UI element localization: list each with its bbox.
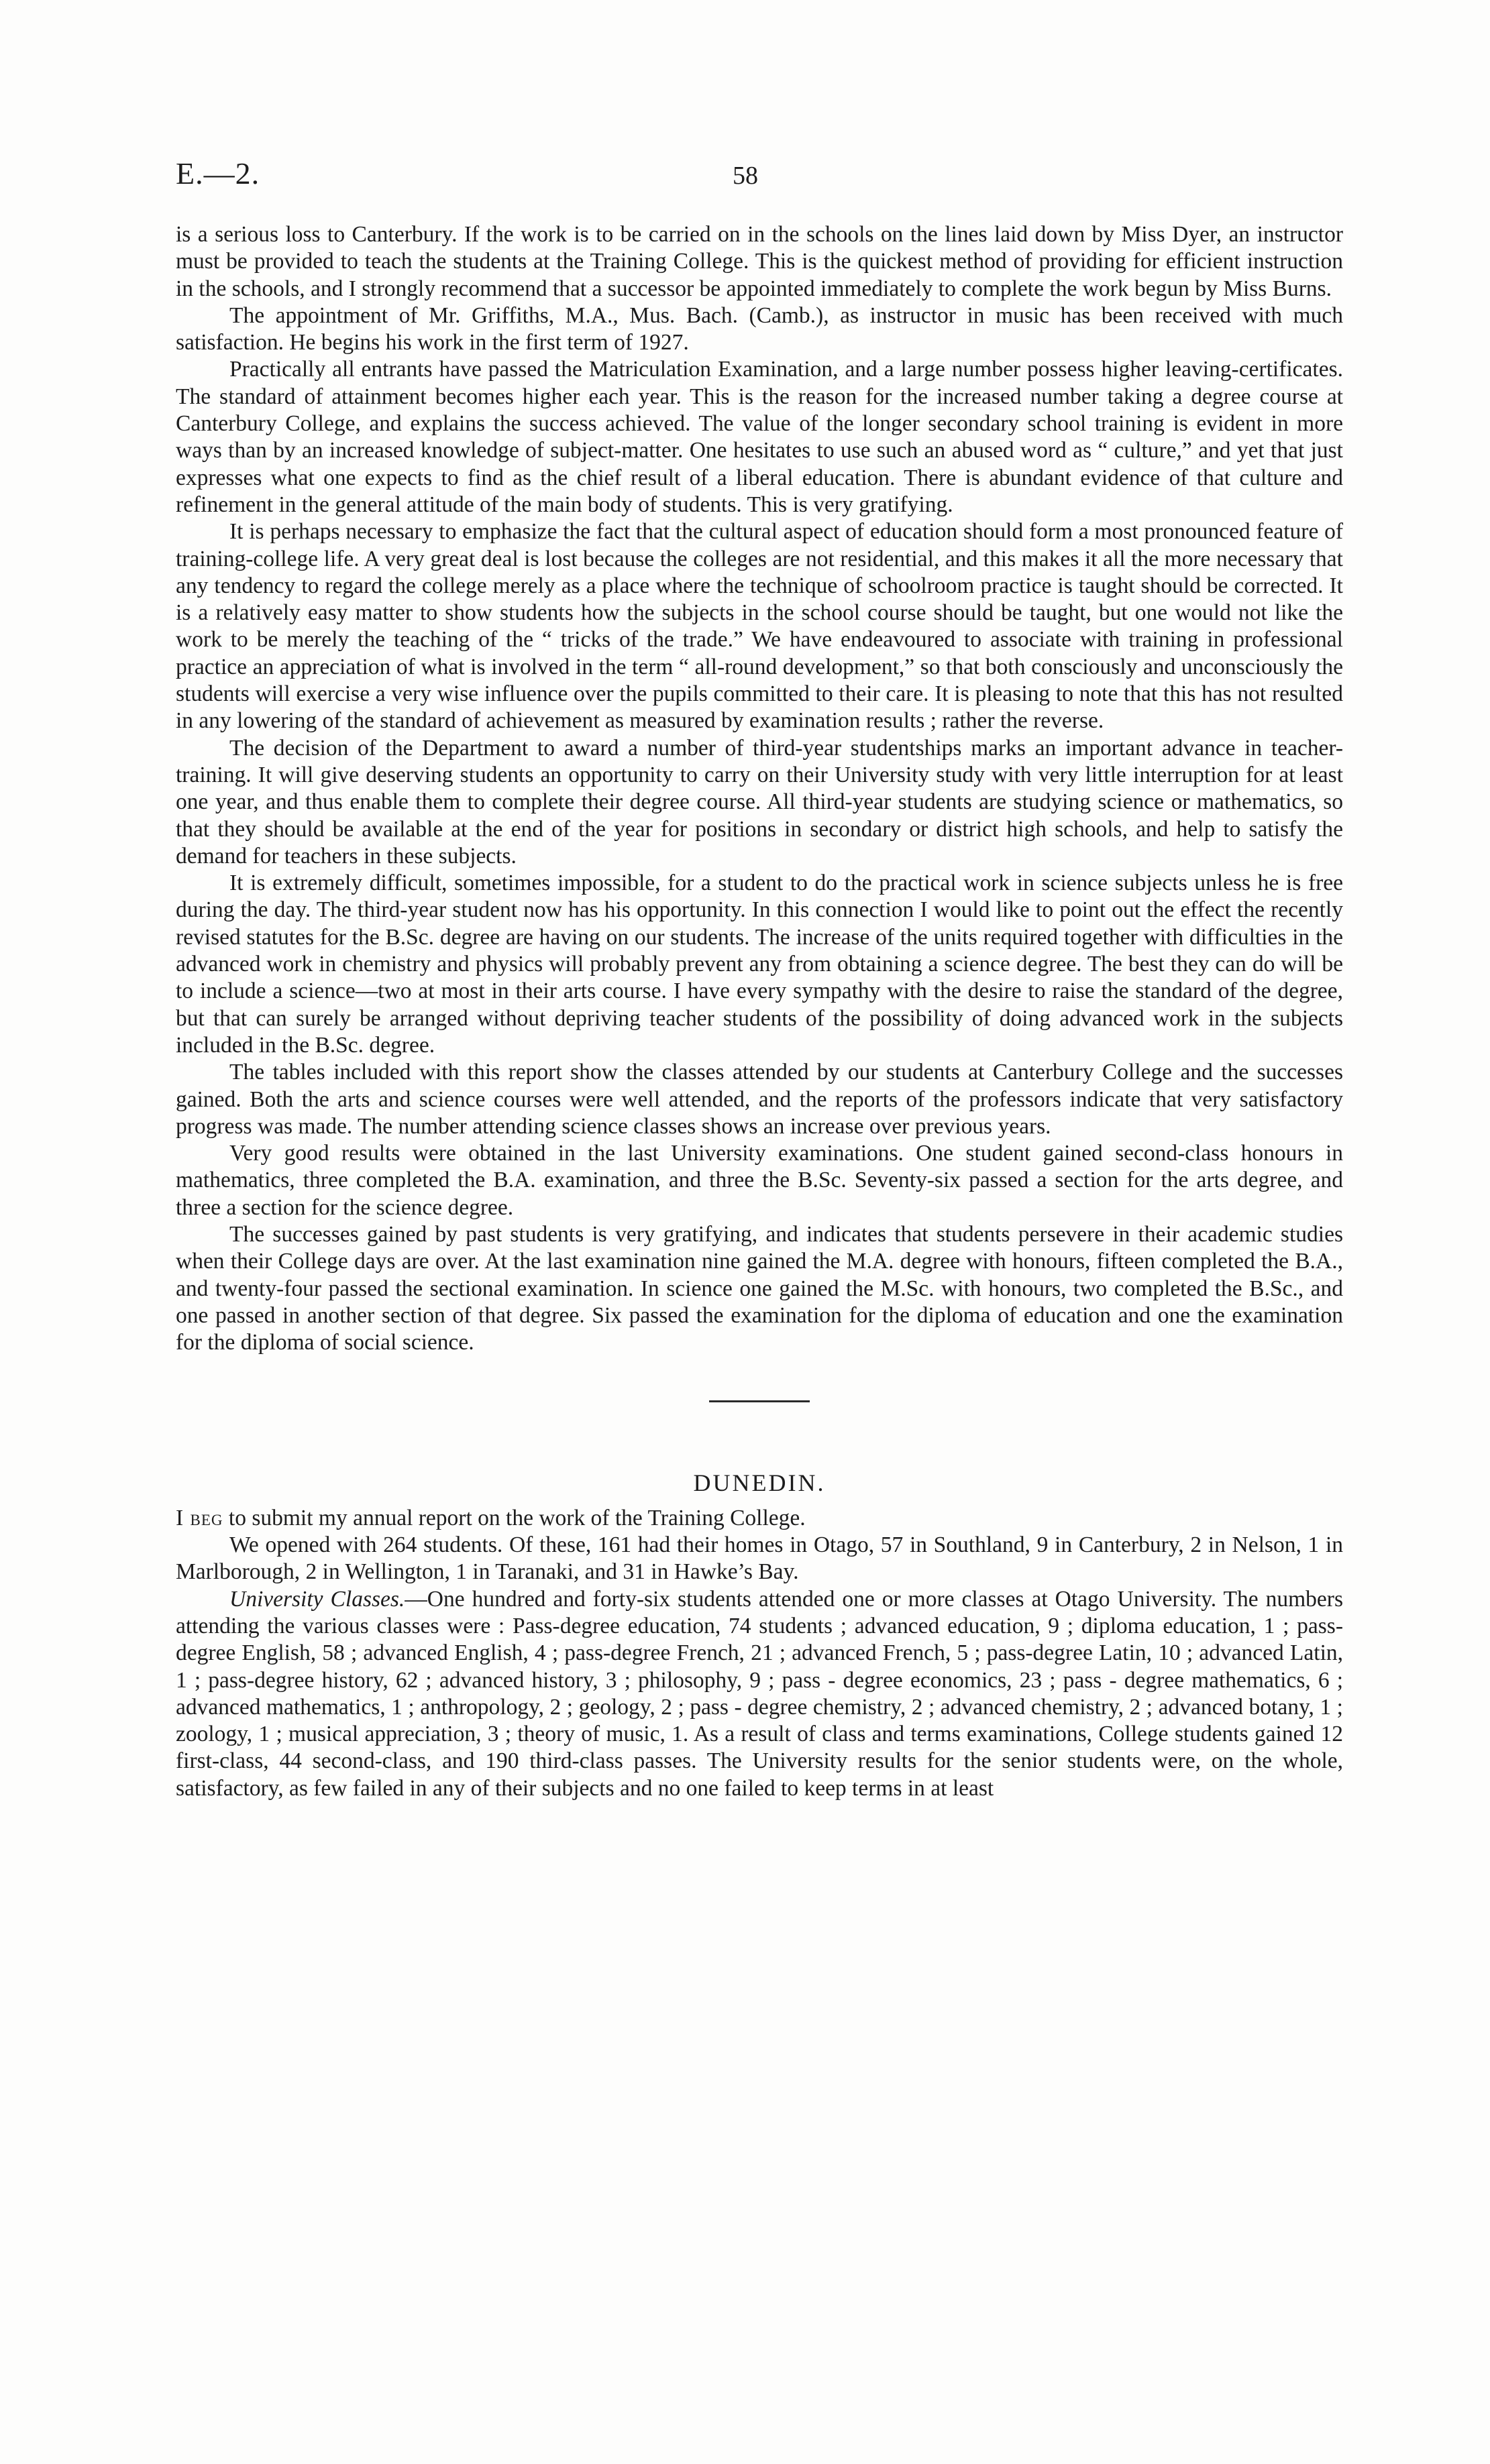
- paragraph-canterbury-7: The tables included with this report show the classes attended by our students at Canterbury College and the successes gained. Both the arts and science courses were well attended, and the reports of the professors indicate that very satisfactory progress was made. The number attending science classes shows an increase over previous years.: [176, 1060, 1343, 1139]
- page-number: 58: [733, 162, 758, 190]
- paragraph-canterbury-2: The appointment of Mr. Griffiths, M.A., Mus. Bach. (Camb.), as instructor in music has been received with much satisfaction. He begins his work in the first term of 1927.: [176, 302, 1343, 355]
- paragraph-dunedin-students: We opened with 264 students. Of these, 161 had their homes in Otago, 57 in Southland, 9 in Canterbury, 2 in Nelson, 1 in Marlborough, 2 in Wellington, 1 in Taranaki, and 31 in Hawke’s Bay.: [176, 1532, 1343, 1585]
- document-reference: E.—2.: [176, 156, 260, 190]
- intro-lead-words: I beg: [176, 1505, 223, 1530]
- university-classes-text: —One hundred and forty-six students attended one or more classes at Otago University. The numbers attending the various classes were : Pass-degree education, 74 students ; advanced education, 9 ; diploma education, 1 ; pass-degree English, 58 ; advanced English, 4 ; pass-degree French, 21 ; advanced French, 5 ; pass-degree Latin, 10 ; advanced Latin, 1 ; pass-degree history, 62 ; advanced history, 3 ; philosophy, 9 ; pass - degree economics, 23 ; pass - degree mathematics, 6 ; advanced mathematics, 1 ; anthropology, 2 ; geology, 2 ; pass - degree chemistry, 2 ; advanced chemistry, 2 ; advanced botany, 1 ; zoology, 1 ; musical appreciation, 3 ; theory of music, 1. As a result of class and terms examinations, College students gained 12 first-class, 44 second-class, and 190 third-class passes. The University results for the senior students were, on the whole, satisfactory, as few failed in any of their subjects and no one failed to keep terms in at least: [176, 1586, 1343, 1801]
- paragraph-dunedin-university: [176, 1586, 1343, 1802]
- paragraph-canterbury-1: is a serious loss to Canterbury. If the work is to be carried on in the schools on the lines laid down by Miss Dyer, an instructor must be provided to teach the students at the Training College. This is the quickest method of providing for efficient instruction in the schools, and I strongly recommend that a successor be appointed immediately to complete the work begun by Miss Burns.: [176, 222, 1343, 301]
- paragraph-canterbury-6: It is extremely difficult, sometimes impossible, for a student to do the practical work in science subjects unless he is free during the day. The third-year student now has his opportunity. In this connection I would like to point out the effect the recently revised statutes for the B.Sc. degree are having on our students. The increase of the units required together with difficulties in the advanced work in chemistry and physics will probably prevent any from obtaining a science degree. The best they can do will be to include a science—two at most in their arts course. I have every sympathy with the desire to raise the standard of the degree, but that can surely be arranged without depriving teacher students of the possibility of doing advanced work in the subjects included in the B.Sc. degree.: [176, 871, 1343, 1058]
- university-classes-heading: University Classes.: [229, 1586, 405, 1612]
- paragraph-canterbury-8: Very good results were obtained in the last University examinations. One student gained second-class honours in mathematics, three completed the B.A. examination, and three the B.Sc. Seventy-six passed a section for the arts degree, and three a section for the science degree.: [176, 1141, 1343, 1220]
- paragraph-dunedin-intro: [176, 1505, 1343, 1532]
- intro-text: to submit my annual report on the work of the Training College.: [223, 1505, 806, 1530]
- paragraph-canterbury-4: It is perhaps necessary to emphasize the fact that the cultural aspect of education should form a most pronounced feature of training-college life. A very great deal is lost because the colleges are not residential, and this makes it all the more necessary that any tendency to regard the college merely as a place where the technique of schoolroom practice is taught should be corrected. It is a relatively easy matter to show students how the subjects in the school course should be taught, but one would not like the work to be merely the teaching of the “ tricks of the trade.” We have endeavoured to associate with training in professional practice an appreciation of what is involved in the term “ all-round development,” so that both consciously and unconsciously the students will exercise a very wise influence over the pupils committed to their care. It is pleasing to note that this has not resulted in any lowering of the standard of achievement as measured by examination results ; rather the reverse.: [176, 519, 1343, 734]
- paragraph-canterbury-3: Practically all entrants have passed the Matriculation Examination, and a large number possess higher leaving-certificates. The standard of attainment becomes higher each year. This is the reason for the increased number taking a degree course at Canterbury College, and explains the success achieved. The value of the longer secondary school training is evident in more ways than by an increased knowledge of subject-matter. One hesitates to use such an abused word as “ culture,” and yet that just expresses what one expects to find as the chief result of a liberal education. There is abundant evidence of that culture and refinement in the general attitude of the main body of students. This is very gratifying.: [176, 357, 1343, 517]
- section-title-dunedin: DUNEDIN.: [693, 1469, 826, 1497]
- section-divider: [709, 1400, 810, 1402]
- report-body: [176, 221, 1343, 1802]
- paragraph-canterbury-9: The successes gained by past students is very gratifying, and indicates that students persevere in their academic studies when their College days are over. At the last examination nine gained the M.A. degree with honours, fifteen completed the B.A., and twenty-four passed the sectional examination. In science one gained the M.Sc. with honours, two completed the B.Sc., and one passed in another section of that degree. Six passed the examination for the diploma of education and one the examination for the diploma of social science.: [176, 1221, 1343, 1355]
- paragraph-canterbury-5: The decision of the Department to award a number of third-year studentships marks an important advance in teacher-training. It will give deserving students an opportunity to carry on their University study with very little interruption for at least one year, and thus enable them to complete their degree course. All third-year students are studying science or mathematics, so that they should be available at the end of the year for positions in secondary or district high schools, and help to satisfy the demand for teachers in these subjects.: [176, 735, 1343, 869]
